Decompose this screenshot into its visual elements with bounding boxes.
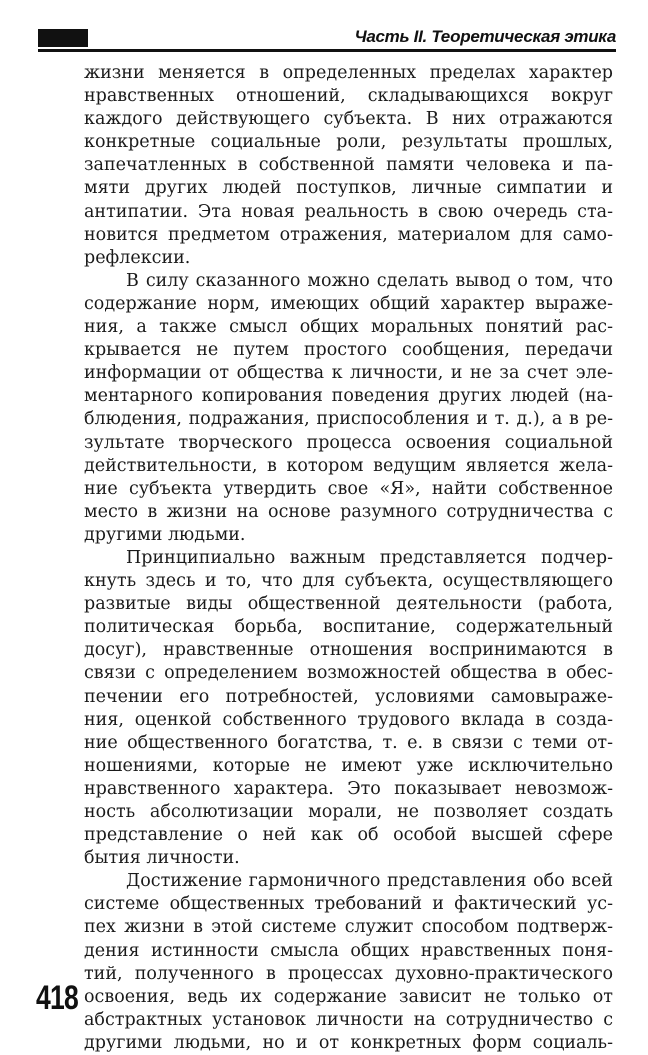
text-line: другими людьми, но и от конкретных форм социаль-: [84, 1032, 613, 1053]
text-line: печении его потребностей, условиями самовыраже-: [84, 686, 613, 707]
text-line: развитые виды общественной деятельности (работа,: [84, 594, 613, 615]
text-line: пех жизни в этой системе служит способом подтверж-: [84, 917, 613, 938]
body-text: [84, 62, 613, 1055]
text-line: дения истинности смысла общих нравственных поня-: [84, 940, 613, 961]
text-line: мяти других людей поступков, личные симпатии и: [84, 178, 613, 199]
text-line: представление о ней как об особой высшей сфере: [84, 825, 613, 846]
text-line: системе общественных требований и фактический ус-: [84, 894, 613, 915]
text-line: ние общественного богатства, т. е. в связи с теми от-: [84, 732, 613, 753]
text-line: информации от общества к личности, и не за счет эле-: [84, 363, 613, 384]
running-head-title: Часть II. Теоретическая этика: [354, 27, 616, 46]
text-line: связи с определением возможностей общества в обес-: [84, 663, 613, 684]
text-line: ния, оценкой собственного трудового вклада в созда-: [84, 709, 613, 730]
text-line: рефлексии.: [84, 247, 191, 268]
text-line: зультате творческого процесса освоения социальной: [84, 432, 613, 453]
text-line: ношениями, которые не имеют уже исключительно: [84, 755, 613, 776]
text-line: новится предметом отражения, материалом для само-: [84, 224, 613, 245]
paragraph-first-line: Принципиально важным представляется подчер-: [126, 547, 613, 568]
text-line: место в жизни на основе разумного сотрудничества с: [84, 501, 613, 522]
header-black-block: [38, 29, 88, 47]
text-line: ния, а также смысл общих моральных понятий рас-: [84, 317, 613, 338]
page-number: 418: [36, 979, 78, 1017]
text-line: кнуть здесь и то, что для субъекта, осуществляющего: [84, 571, 613, 592]
text-line: каждого действующего субъекта. В них отражаются: [84, 109, 613, 130]
header-rule: [38, 49, 616, 52]
text-line: освоения, ведь их содержание зависит не только от: [84, 986, 613, 1007]
text-line: другими людьми.: [84, 524, 246, 545]
text-line: тий, полученного в процессах духовно-практического: [84, 963, 613, 984]
text-line: содержание норм, имеющих общий характер выраже-: [84, 293, 613, 314]
text-line: бытия личности.: [84, 848, 240, 869]
text-line: нравственных отношений, складывающихся вокруг: [84, 86, 613, 107]
text-line: крывается не путем простого сообщения, передачи: [84, 340, 613, 361]
text-line: ность абсолютизации морали, не позволяет создать: [84, 802, 613, 822]
text-line: запечатленных в собственной памяти человека и па-: [84, 155, 613, 176]
text-line: антипатии. Эта новая реальность в свою очередь ста-: [84, 201, 613, 222]
text-line: жизни меняется в определенных пределах характер: [84, 63, 613, 83]
paragraph-first-line: В силу сказанного можно сделать вывод о том, что: [126, 270, 613, 291]
text-line: действительности, в котором ведущим является жела-: [84, 455, 613, 476]
text-line: ние субъекта утвердить свое «Я», найти собственное: [84, 478, 613, 499]
text-line: нравственного характера. Это показывает невозмож-: [84, 778, 613, 799]
text-line: политическая борьба, воспитание, содержательный: [84, 617, 613, 638]
paragraph-first-line: Достижение гармоничного представления обо всей: [126, 871, 613, 892]
text-line: абстрактных установок личности на сотрудничество с: [84, 1009, 613, 1030]
page-header: [38, 26, 616, 48]
text-line: конкретные социальные роли, результаты прошлых,: [84, 132, 613, 153]
text-line: блюдения, подражания, приспособления и т. д.), а в ре-: [84, 409, 613, 430]
text-line: досуг), нравственные отношения воспринимаются в: [84, 640, 613, 661]
text-line: ментарного копирования поведения других людей (на-: [84, 386, 613, 407]
